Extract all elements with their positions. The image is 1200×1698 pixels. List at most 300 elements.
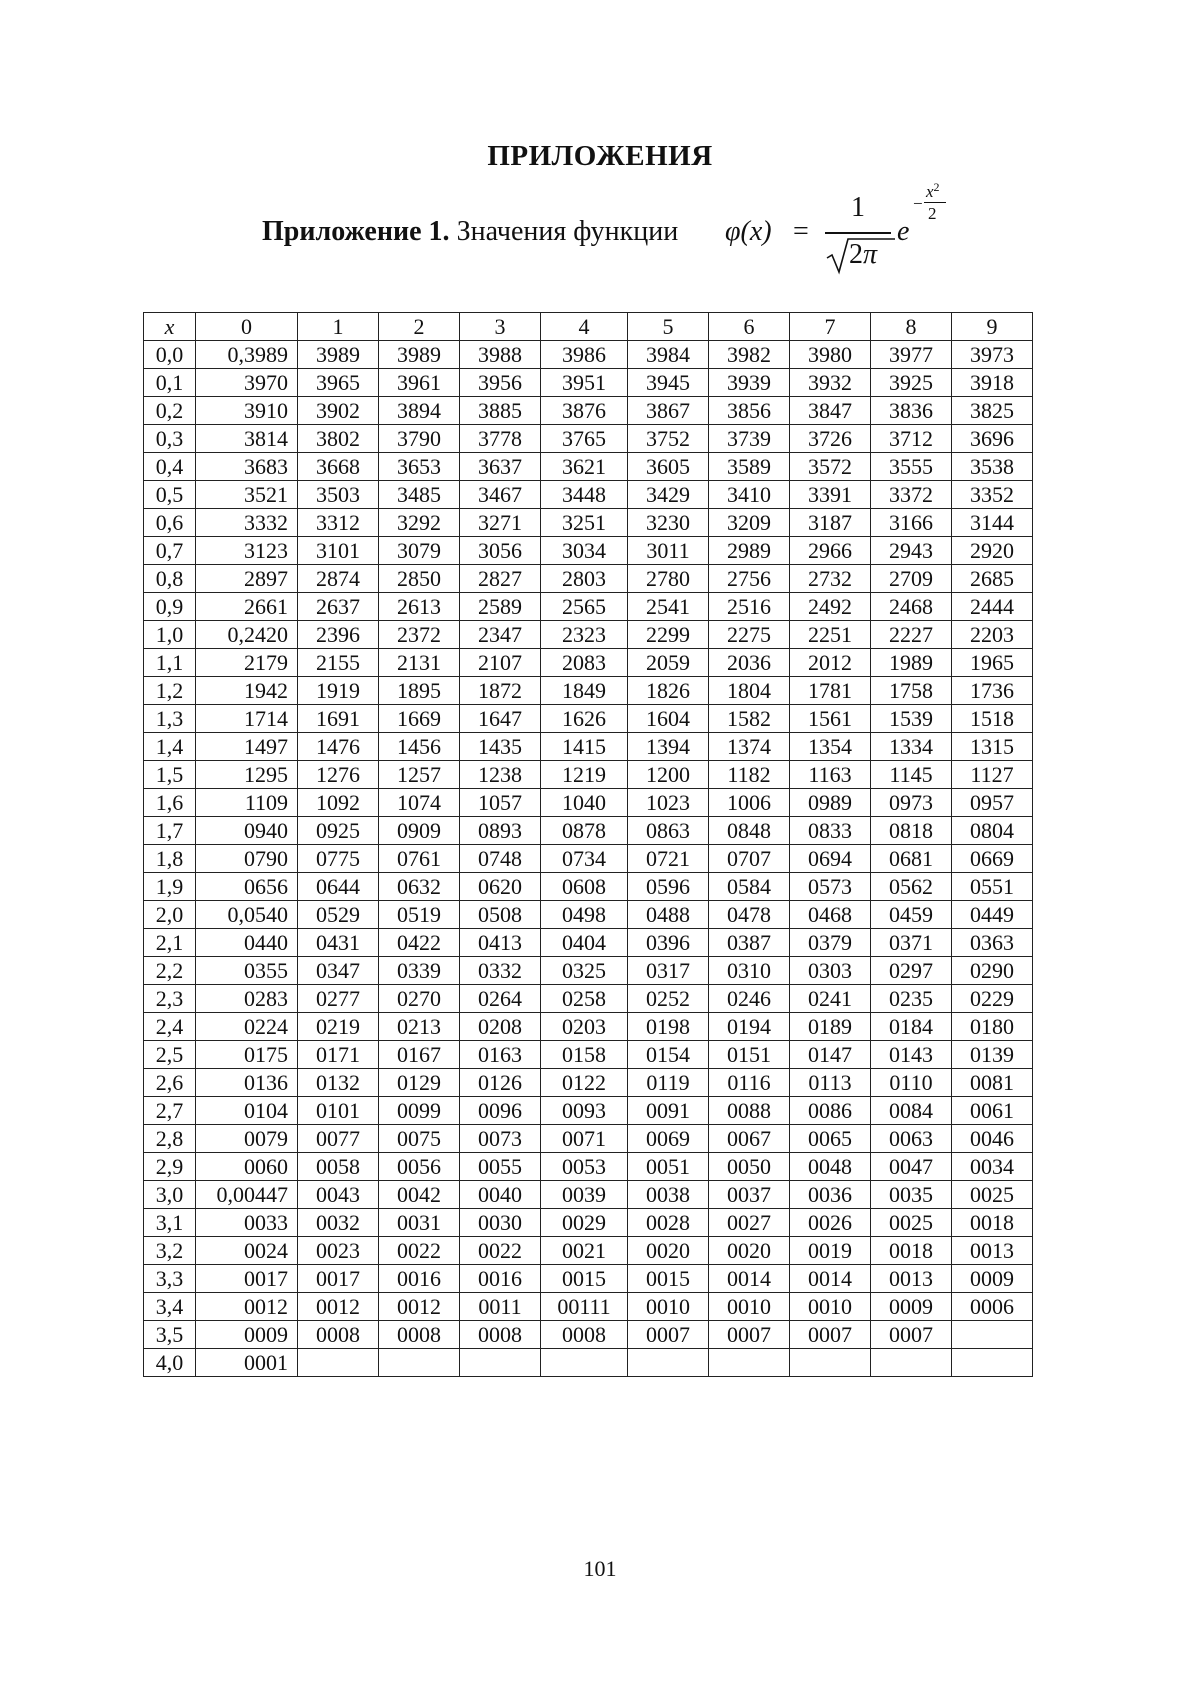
value-cell: 2083 bbox=[541, 649, 628, 677]
value-cell: 0669 bbox=[952, 845, 1033, 873]
value-cell: 0957 bbox=[952, 789, 1033, 817]
value-cell: 3448 bbox=[541, 481, 628, 509]
value-cell: 0303 bbox=[790, 957, 871, 985]
value-cell: 1163 bbox=[790, 761, 871, 789]
value-cell: 0008 bbox=[541, 1321, 628, 1349]
value-cell: 3980 bbox=[790, 341, 871, 369]
value-cell: 1023 bbox=[628, 789, 709, 817]
value-cell: 0163 bbox=[460, 1041, 541, 1069]
row-label-cell: 0,2 bbox=[144, 397, 196, 425]
value-cell: 0122 bbox=[541, 1069, 628, 1097]
value-cell: 3555 bbox=[871, 453, 952, 481]
value-cell: 0371 bbox=[871, 929, 952, 957]
value-cell: 3391 bbox=[790, 481, 871, 509]
denominator-number: 2 bbox=[849, 239, 863, 270]
formula-equals: = bbox=[793, 216, 809, 247]
value-cell: 1415 bbox=[541, 733, 628, 761]
value-cell: 3739 bbox=[709, 425, 790, 453]
value-cell: 3902 bbox=[298, 397, 379, 425]
value-cell: 0017 bbox=[196, 1265, 298, 1293]
value-cell: 0043 bbox=[298, 1181, 379, 1209]
value-cell: 0065 bbox=[790, 1125, 871, 1153]
value-cell: 2444 bbox=[952, 593, 1033, 621]
table-row bbox=[144, 1097, 1033, 1125]
value-cell: 3814 bbox=[196, 425, 298, 453]
value-cell: 0031 bbox=[379, 1209, 460, 1237]
value-cell: 3802 bbox=[298, 425, 379, 453]
value-cell: 3538 bbox=[952, 453, 1033, 481]
row-label-cell: 1,6 bbox=[144, 789, 196, 817]
value-cell: 1074 bbox=[379, 789, 460, 817]
appendix-text: Значения функции bbox=[456, 216, 679, 247]
row-label-cell: 1,4 bbox=[144, 733, 196, 761]
value-cell: 0096 bbox=[460, 1097, 541, 1125]
value-cell: 3467 bbox=[460, 481, 541, 509]
value-cell: 0038 bbox=[628, 1181, 709, 1209]
value-cell: 2541 bbox=[628, 593, 709, 621]
value-cell bbox=[952, 1349, 1033, 1377]
value-cell: 3056 bbox=[460, 537, 541, 565]
table-row bbox=[144, 789, 1033, 817]
value-cell: 1781 bbox=[790, 677, 871, 705]
value-cell: 1127 bbox=[952, 761, 1033, 789]
value-cell: 0707 bbox=[709, 845, 790, 873]
table-row bbox=[144, 761, 1033, 789]
table-row bbox=[144, 593, 1033, 621]
value-cell: 0034 bbox=[952, 1153, 1033, 1181]
value-cell: 3945 bbox=[628, 369, 709, 397]
value-cell: 0449 bbox=[952, 901, 1033, 929]
value-cell: 0010 bbox=[628, 1293, 709, 1321]
value-cell: 0008 bbox=[379, 1321, 460, 1349]
value-cell: 3011 bbox=[628, 537, 709, 565]
value-cell: 1582 bbox=[709, 705, 790, 733]
value-cell: 0001 bbox=[196, 1349, 298, 1377]
value-cell: 3485 bbox=[379, 481, 460, 509]
value-cell: 0015 bbox=[628, 1265, 709, 1293]
exponent-sign: − bbox=[913, 194, 923, 213]
value-cell: 3836 bbox=[871, 397, 952, 425]
value-cell: 3989 bbox=[379, 341, 460, 369]
value-cell: 0025 bbox=[871, 1209, 952, 1237]
header-cell-9: 9 bbox=[952, 313, 1033, 341]
value-cell: 0694 bbox=[790, 845, 871, 873]
value-cell: 0219 bbox=[298, 1013, 379, 1041]
value-cell: 0113 bbox=[790, 1069, 871, 1097]
value-cell: 0007 bbox=[871, 1321, 952, 1349]
value-cell: 1092 bbox=[298, 789, 379, 817]
value-cell: 0422 bbox=[379, 929, 460, 957]
value-cell: 3034 bbox=[541, 537, 628, 565]
value-cell: 0290 bbox=[952, 957, 1033, 985]
value-cell: 0235 bbox=[871, 985, 952, 1013]
value-cell: 0056 bbox=[379, 1153, 460, 1181]
value-cell: 0008 bbox=[298, 1321, 379, 1349]
value-cell: 3668 bbox=[298, 453, 379, 481]
exponent-power: 2 bbox=[933, 180, 940, 194]
value-cell: 2920 bbox=[952, 537, 1033, 565]
value-cell: 3572 bbox=[790, 453, 871, 481]
table-row bbox=[144, 1265, 1033, 1293]
value-cell: 0229 bbox=[952, 985, 1033, 1013]
row-label-cell: 0,0 bbox=[144, 341, 196, 369]
table-row bbox=[144, 453, 1033, 481]
value-cell: 2827 bbox=[460, 565, 541, 593]
value-cell: 0139 bbox=[952, 1041, 1033, 1069]
value-cell: 3939 bbox=[709, 369, 790, 397]
header-cell-8: 8 bbox=[871, 313, 952, 341]
value-cell: 0459 bbox=[871, 901, 952, 929]
value-cell: 0063 bbox=[871, 1125, 952, 1153]
value-cell: 0007 bbox=[628, 1321, 709, 1349]
value-cell: 1758 bbox=[871, 677, 952, 705]
row-label-cell: 3,3 bbox=[144, 1265, 196, 1293]
value-cell: 2780 bbox=[628, 565, 709, 593]
value-cell: 0028 bbox=[628, 1209, 709, 1237]
value-cell: 0158 bbox=[541, 1041, 628, 1069]
value-cell: 0878 bbox=[541, 817, 628, 845]
row-label-cell: 0,3 bbox=[144, 425, 196, 453]
table-row bbox=[144, 369, 1033, 397]
table-row bbox=[144, 481, 1033, 509]
table-row bbox=[144, 1013, 1033, 1041]
value-cell: 2323 bbox=[541, 621, 628, 649]
value-cell bbox=[298, 1349, 379, 1377]
value-cell: 0413 bbox=[460, 929, 541, 957]
row-label-cell: 1,5 bbox=[144, 761, 196, 789]
value-cell: 3712 bbox=[871, 425, 952, 453]
value-cell: 3982 bbox=[709, 341, 790, 369]
value-cell: 1497 bbox=[196, 733, 298, 761]
value-cell: 2709 bbox=[871, 565, 952, 593]
value-cell: 0046 bbox=[952, 1125, 1033, 1153]
row-label-cell: 3,0 bbox=[144, 1181, 196, 1209]
table-row bbox=[144, 425, 1033, 453]
value-cell: 1200 bbox=[628, 761, 709, 789]
value-cell: 0053 bbox=[541, 1153, 628, 1181]
value-cell: 2203 bbox=[952, 621, 1033, 649]
value-cell: 0863 bbox=[628, 817, 709, 845]
row-label-cell: 2,3 bbox=[144, 985, 196, 1013]
value-cell: 0189 bbox=[790, 1013, 871, 1041]
value-cell: 2227 bbox=[871, 621, 952, 649]
table-row bbox=[144, 649, 1033, 677]
value-cell: 3429 bbox=[628, 481, 709, 509]
value-cell: 3589 bbox=[709, 453, 790, 481]
row-label-cell: 0,5 bbox=[144, 481, 196, 509]
value-cell: 3847 bbox=[790, 397, 871, 425]
value-cell: 0246 bbox=[709, 985, 790, 1013]
exponent-numerator bbox=[926, 180, 940, 202]
value-cell: 0051 bbox=[628, 1153, 709, 1181]
value-cell: 2732 bbox=[790, 565, 871, 593]
table-row bbox=[144, 957, 1033, 985]
value-cell: 3621 bbox=[541, 453, 628, 481]
value-cell: 1919 bbox=[298, 677, 379, 705]
value-cell: 1394 bbox=[628, 733, 709, 761]
value-cell: 0022 bbox=[379, 1237, 460, 1265]
value-cell: 0040 bbox=[460, 1181, 541, 1209]
value-cell: 0355 bbox=[196, 957, 298, 985]
value-cell: 0283 bbox=[196, 985, 298, 1013]
value-cell: 1057 bbox=[460, 789, 541, 817]
value-cell: 0035 bbox=[871, 1181, 952, 1209]
value-cell: 0297 bbox=[871, 957, 952, 985]
value-cell: 0,00447 bbox=[196, 1181, 298, 1209]
table-row bbox=[144, 397, 1033, 425]
value-cell: 2685 bbox=[952, 565, 1033, 593]
value-cell: 2756 bbox=[709, 565, 790, 593]
value-cell: 3925 bbox=[871, 369, 952, 397]
value-cell: 0030 bbox=[460, 1209, 541, 1237]
value-cell: 0203 bbox=[541, 1013, 628, 1041]
value-cell: 0025 bbox=[952, 1181, 1033, 1209]
value-cell: 1109 bbox=[196, 789, 298, 817]
value-cell: 0940 bbox=[196, 817, 298, 845]
appendix-heading bbox=[0, 180, 1200, 276]
value-cell: 0007 bbox=[709, 1321, 790, 1349]
value-cell: 0081 bbox=[952, 1069, 1033, 1097]
value-cell: 0110 bbox=[871, 1069, 952, 1097]
table-row bbox=[144, 873, 1033, 901]
value-cell: 3637 bbox=[460, 453, 541, 481]
value-cell: 0016 bbox=[379, 1265, 460, 1293]
table-header-row bbox=[144, 313, 1033, 341]
value-cell: 2059 bbox=[628, 649, 709, 677]
row-label-cell: 0,9 bbox=[144, 593, 196, 621]
value-cell: 0519 bbox=[379, 901, 460, 929]
value-cell: 1626 bbox=[541, 705, 628, 733]
formula-denominator bbox=[825, 236, 895, 276]
header-cell-4: 4 bbox=[541, 313, 628, 341]
value-cell: 3144 bbox=[952, 509, 1033, 537]
value-cell: 2661 bbox=[196, 593, 298, 621]
row-label-cell: 2,2 bbox=[144, 957, 196, 985]
value-cell: 3605 bbox=[628, 453, 709, 481]
value-cell: 3867 bbox=[628, 397, 709, 425]
table-row bbox=[144, 341, 1033, 369]
table-row bbox=[144, 985, 1033, 1013]
value-cell: 0848 bbox=[709, 817, 790, 845]
row-label-cell: 0,1 bbox=[144, 369, 196, 397]
value-cell bbox=[460, 1349, 541, 1377]
value-cell: 2850 bbox=[379, 565, 460, 593]
header-cell-2: 2 bbox=[379, 313, 460, 341]
row-label-cell: 2,1 bbox=[144, 929, 196, 957]
value-cell: 1006 bbox=[709, 789, 790, 817]
table-row bbox=[144, 817, 1033, 845]
table-row bbox=[144, 1209, 1033, 1237]
value-cell: 3187 bbox=[790, 509, 871, 537]
row-label-cell: 0,6 bbox=[144, 509, 196, 537]
value-cell: 0018 bbox=[871, 1237, 952, 1265]
value-cell: 0101 bbox=[298, 1097, 379, 1125]
row-label-cell: 2,5 bbox=[144, 1041, 196, 1069]
value-cell: 0632 bbox=[379, 873, 460, 901]
value-cell: 3726 bbox=[790, 425, 871, 453]
value-cell: 0143 bbox=[871, 1041, 952, 1069]
value-cell: 3251 bbox=[541, 509, 628, 537]
value-cell: 3984 bbox=[628, 341, 709, 369]
table-row bbox=[144, 1153, 1033, 1181]
value-cell: 3778 bbox=[460, 425, 541, 453]
value-cell: 2251 bbox=[790, 621, 871, 649]
formula-lhs: φ(x) bbox=[725, 216, 772, 247]
value-cell: 0060 bbox=[196, 1153, 298, 1181]
value-cell: 0596 bbox=[628, 873, 709, 901]
value-cell: 0387 bbox=[709, 929, 790, 957]
table-row bbox=[144, 1321, 1033, 1349]
row-label-cell: 0,4 bbox=[144, 453, 196, 481]
value-cell: 0332 bbox=[460, 957, 541, 985]
value-cell: 0093 bbox=[541, 1097, 628, 1125]
row-label-cell: 4,0 bbox=[144, 1349, 196, 1377]
value-cell: 0573 bbox=[790, 873, 871, 901]
value-cell: 2396 bbox=[298, 621, 379, 649]
formula-numerator: 1 bbox=[851, 192, 865, 223]
row-label-cell: 2,8 bbox=[144, 1125, 196, 1153]
value-cell: 3209 bbox=[709, 509, 790, 537]
value-cell: 3230 bbox=[628, 509, 709, 537]
value-cell: 0184 bbox=[871, 1013, 952, 1041]
value-cell: 1334 bbox=[871, 733, 952, 761]
row-label-cell: 0,8 bbox=[144, 565, 196, 593]
value-cell: 1354 bbox=[790, 733, 871, 761]
value-cell: 1989 bbox=[871, 649, 952, 677]
value-cell: 3885 bbox=[460, 397, 541, 425]
value-cell: 2637 bbox=[298, 593, 379, 621]
value-cell: 0050 bbox=[709, 1153, 790, 1181]
value-cell: 3521 bbox=[196, 481, 298, 509]
value-cell: 0925 bbox=[298, 817, 379, 845]
value-cell: 2803 bbox=[541, 565, 628, 593]
value-cell: 0804 bbox=[952, 817, 1033, 845]
header-cell-3: 3 bbox=[460, 313, 541, 341]
value-cell: 0681 bbox=[871, 845, 952, 873]
table-row bbox=[144, 705, 1033, 733]
density-formula bbox=[725, 180, 945, 276]
value-cell: 0013 bbox=[952, 1237, 1033, 1265]
value-cell: 0009 bbox=[952, 1265, 1033, 1293]
value-cell: 0010 bbox=[790, 1293, 871, 1321]
table-row bbox=[144, 845, 1033, 873]
value-cell: 0167 bbox=[379, 1041, 460, 1069]
value-cell: 0104 bbox=[196, 1097, 298, 1125]
value-cell: 0171 bbox=[298, 1041, 379, 1069]
value-cell: 0022 bbox=[460, 1237, 541, 1265]
value-cell: 0989 bbox=[790, 789, 871, 817]
value-cell: 0067 bbox=[709, 1125, 790, 1153]
value-cell: 0508 bbox=[460, 901, 541, 929]
value-cell: 1040 bbox=[541, 789, 628, 817]
value-cell: 3965 bbox=[298, 369, 379, 397]
value-cell: 0033 bbox=[196, 1209, 298, 1237]
value-cell: 3918 bbox=[952, 369, 1033, 397]
value-cell: 1736 bbox=[952, 677, 1033, 705]
value-cell: 2492 bbox=[790, 593, 871, 621]
value-cell: 2036 bbox=[709, 649, 790, 677]
value-cell: 0194 bbox=[709, 1013, 790, 1041]
value-cell: 0042 bbox=[379, 1181, 460, 1209]
page-number: 101 bbox=[583, 1556, 617, 1581]
value-cell: 1182 bbox=[709, 761, 790, 789]
value-cell: 0020 bbox=[709, 1237, 790, 1265]
value-cell: 0608 bbox=[541, 873, 628, 901]
value-cell: 0012 bbox=[298, 1293, 379, 1321]
formula-base: e bbox=[897, 216, 910, 247]
value-cell: 1714 bbox=[196, 705, 298, 733]
value-cell: 0079 bbox=[196, 1125, 298, 1153]
value-cell: 0644 bbox=[298, 873, 379, 901]
value-cell: 1539 bbox=[871, 705, 952, 733]
value-cell: 00111 bbox=[541, 1293, 628, 1321]
value-cell: 1669 bbox=[379, 705, 460, 733]
table-row bbox=[144, 565, 1033, 593]
value-cell: 1965 bbox=[952, 649, 1033, 677]
table-row bbox=[144, 1293, 1033, 1321]
value-cell: 1238 bbox=[460, 761, 541, 789]
value-cell: 2275 bbox=[709, 621, 790, 649]
value-cell: 2372 bbox=[379, 621, 460, 649]
value-cell: 3970 bbox=[196, 369, 298, 397]
value-cell: 0013 bbox=[871, 1265, 952, 1293]
value-cell: 0009 bbox=[196, 1321, 298, 1349]
value-cell: 0058 bbox=[298, 1153, 379, 1181]
value-cell: 0208 bbox=[460, 1013, 541, 1041]
value-cell: 3856 bbox=[709, 397, 790, 425]
value-cell: 2516 bbox=[709, 593, 790, 621]
table-row bbox=[144, 677, 1033, 705]
value-cell: 0379 bbox=[790, 929, 871, 957]
value-cell: 0734 bbox=[541, 845, 628, 873]
value-cell: 0396 bbox=[628, 929, 709, 957]
table-row bbox=[144, 1349, 1033, 1377]
value-cell: 0761 bbox=[379, 845, 460, 873]
value-cell: 0010 bbox=[709, 1293, 790, 1321]
value-cell: 0055 bbox=[460, 1153, 541, 1181]
value-cell: 2613 bbox=[379, 593, 460, 621]
value-cell: 0270 bbox=[379, 985, 460, 1013]
value-cell: 2897 bbox=[196, 565, 298, 593]
value-cell: 0893 bbox=[460, 817, 541, 845]
value-cell: 1315 bbox=[952, 733, 1033, 761]
value-cell: 0119 bbox=[628, 1069, 709, 1097]
header-cell-x: x bbox=[144, 313, 196, 341]
value-cell: 0129 bbox=[379, 1069, 460, 1097]
value-cell: 1604 bbox=[628, 705, 709, 733]
table-row bbox=[144, 929, 1033, 957]
value-cell: 1691 bbox=[298, 705, 379, 733]
value-cell: 3352 bbox=[952, 481, 1033, 509]
table-row bbox=[144, 733, 1033, 761]
value-cell: 0099 bbox=[379, 1097, 460, 1125]
appendix-caption bbox=[262, 216, 678, 248]
value-cell: 0014 bbox=[790, 1265, 871, 1293]
value-cell: 0,2420 bbox=[196, 621, 298, 649]
value-cell bbox=[952, 1321, 1033, 1349]
value-cell: 0023 bbox=[298, 1237, 379, 1265]
value-cell: 2131 bbox=[379, 649, 460, 677]
row-label-cell: 3,4 bbox=[144, 1293, 196, 1321]
value-cell: 3988 bbox=[460, 341, 541, 369]
value-cell: 0012 bbox=[379, 1293, 460, 1321]
row-label-cell: 3,2 bbox=[144, 1237, 196, 1265]
value-cell: 0363 bbox=[952, 929, 1033, 957]
value-cell: 0721 bbox=[628, 845, 709, 873]
value-cell: 0048 bbox=[790, 1153, 871, 1181]
value-cell: 3961 bbox=[379, 369, 460, 397]
header-cell-1: 1 bbox=[298, 313, 379, 341]
